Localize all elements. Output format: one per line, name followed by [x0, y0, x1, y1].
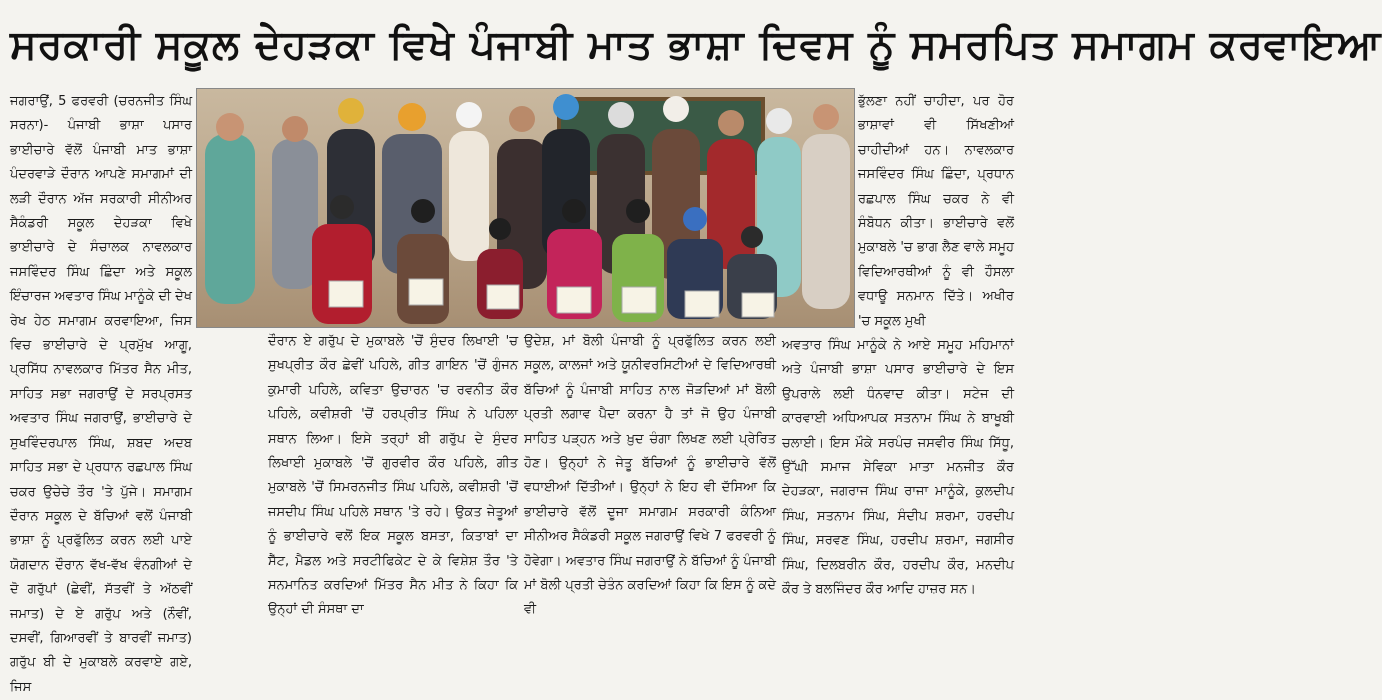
article-text: ਭੁੱਲਣਾ ਨਹੀਂ ਚਾਹੀਦਾ, ਪਰ ਹੋਰ ਭਾਸ਼ਾਵਾਂ ਵੀ ਸਿੱਖਣੀਆਂ ਚਾਹੀਦੀਆਂ ਹਨ। ਨਾਵਲਕਾਰ ਜਸਵਿੰਦਰ ਸਿੰਘ ਛਿੰਦਾ, ਪ੍ਰਧਾਨ ਰਛਪਾਲ ਸਿੰਘ ਚਕਰ ਨੇ ਵੀ ਸੰਬੋਧਨ ਕੀਤਾ। ਭਾਈਚਾਰੇ ਵਲੋਂ ਮੁਕਾਬਲੇ 'ਚ ਭਾਗ ਲੈਣ ਵਾਲੇ ਸਮੂਹ ਵਿਦਿਆਰਥੀਆਂ ਨੂੰ ਵੀ ਹੌਸਲਾ ਵਧਾਊ ਸਨਮਾਨ ਦਿੱਤੇ। ਅਖੀਰ 'ਚ ਸਕੂਲ ਮੁਖੀ [858, 94, 1014, 329]
article-column-3 [524, 330, 776, 620]
article-text: ਦੌਰਾਨ ਏ ਗਰੁੱਪ ਦੇ ਮੁਕਾਬਲੇ 'ਚੋਂ ਸੁੰਦਰ ਲਿਖਾਈ 'ਚ ਸੁਖਪ੍ਰੀਤ ਕੌਰ ਛੇਵੀਂ ਪਹਿਲੇ, ਗੀਤ ਗਾਇਨ 'ਚੋਂ ਗੁੰਜਨ ਕੁਮਾਰੀ ਪਹਿਲੇ, ਕਵਿਤਾ ਉਚਾਰਨ 'ਚ ਰਵਨੀਤ ਕੌਰ ਪਹਿਲੇ, ਕਵੀਸ਼ਰੀ 'ਚੋਂ ਹਰਪ੍ਰੀਤ ਸਿੰਘ ਨੇ ਪਹਿਲਾ ਸਥਾਨ ਲਿਆ। ਇਸੇ ਤਰ੍ਹਾਂ ਬੀ ਗਰੁੱਪ ਦੇ ਸੁੰਦਰ ਲਿਖਾਈ ਮੁਕਾਬਲੇ 'ਚੋਂ ਗੁਰਵੀਰ ਕੌਰ ਪਹਿਲੇ, ਗੀਤ ਮੁਕਾਬਲੇ 'ਚੋਂ ਸਿਮਰਨਜੀਤ ਸਿੰਘ ਪਹਿਲੇ, ਕਵੀਸ਼ਰੀ 'ਚੋਂ ਜਸਦੀਪ ਸਿੰਘ ਪਹਿਲੇ ਸਥਾਨ 'ਤੇ ਰਹੇ। ਉਕਤ ਜੇਤੂਆਂ ਨੂੰ ਭਾਈਚਾਰੇ ਵਲੋਂ ਇਕ ਸਕੂਲ ਬਸਤਾ, ਕਿਤਾਬਾਂ ਦਾ ਸੈੱਟ, ਮੈਡਲ ਅਤੇ ਸਰਟੀਫਿਕੇਟ ਦੇ ਕੇ ਵਿਸ਼ੇਸ਼ ਤੌਰ 'ਤੇ ਸਨਮਾਨਿਤ ਕਰਦਿਆਂ ਮਿੱਤਰ ਸੈਨ ਮੀਤ ਨੇ ਕਿਹਾ ਕਿ ਉਨ੍ਹਾਂ ਦੀ ਸੰਸਥਾ ਦਾ [268, 334, 518, 618]
headline: ਸਰਕਾਰੀ ਸਕੂਲ ਦੇਹੜਕਾ ਵਿਖੇ ਪੰਜਾਬੀ ਮਾਤ ਭਾਸ਼ਾ ਦਿਵਸ ਨੂੰ ਸਮਰਪਿਤ ਸਮਾਗਮ ਕਰਵਾਇਆ [10, 22, 1382, 68]
article-column-2 [268, 330, 518, 620]
article-column-5 [782, 334, 1014, 620]
group-photo-figures [197, 89, 854, 327]
article-column-4 [858, 90, 1014, 330]
group-photo [196, 88, 855, 328]
article-text: ਉਦੇਸ਼, ਮਾਂ ਬੋਲੀ ਪੰਜਾਬੀ ਨੂੰ ਪ੍ਰਫੁੱਲਿਤ ਕਰਨ ਲਈ ਸਕੂਲ, ਕਾਲਜਾਂ ਅਤੇ ਯੂਨੀਵਰਸਿਟੀਆਂ ਦੇ ਵਿਦਿਆਰਥੀ ਬੱਚਿਆਂ ਨੂੰ ਪੰਜਾਬੀ ਸਾਹਿਤ ਨਾਲ ਜੋੜਦਿਆਂ ਮਾਂ ਬੋਲੀ ਪ੍ਰਤੀ ਲਗਾਵ ਪੈਦਾ ਕਰਨਾ ਹੈ ਤਾਂ ਜੋ ਉਹ ਪੰਜਾਬੀ ਸਾਹਿਤ ਪੜ੍ਹਨ ਅਤੇ ਖ਼ੁਦ ਚੰਗਾ ਲਿਖਣ ਲਈ ਪ੍ਰੇਰਿਤ ਹੋਣ। ਉਨ੍ਹਾਂ ਨੇ ਜੇਤੂ ਬੱਚਿਆਂ ਨੂੰ ਭਾਈਚਾਰੇ ਵੱਲੋਂ ਵਧਾਈਆਂ ਦਿੱਤੀਆਂ। ਉਨ੍ਹਾਂ ਨੇ ਇਹ ਵੀ ਦੱਸਿਆ ਕਿ ਭਾਈਚਾਰੇ ਵੱਲੋਂ ਦੂਜਾ ਸਮਾਗਮ ਸਰਕਾਰੀ ਕੰਨਿਆ ਸੀਨੀਅਰ ਸੈਕੰਡਰੀ ਸਕੂਲ ਜਗਰਾਉਂ ਵਿਖੇ 7 ਫਰਵਰੀ ਨੂੰ ਹੋਵੇਗਾ। ਅਵਤਾਰ ਸਿੰਘ ਜਗਰਾਉਂ ਨੇ ਬੱਚਿਆਂ ਨੂੰ ਪੰਜਾਬੀ ਮਾਂ ਬੋਲੀ ਪ੍ਰਤੀ ਚੇਤੰਨ ਕਰਦਿਆਂ ਕਿਹਾ ਕਿ ਇਸ ਨੂੰ ਕਦੇ ਵੀ [524, 334, 776, 618]
article-column-1 [10, 90, 192, 695]
article-text: ਜਗਰਾਉਂ, 5 ਫਰਵਰੀ (ਚਰਨਜੀਤ ਸਿੰਘ ਸਰਨਾ)- ਪੰਜਾਬੀ ਭਾਸ਼ਾ ਪਸਾਰ ਭਾਈਚਾਰੇ ਵੱਲੋਂ ਪੰਜਾਬੀ ਮਾਤ ਭਾਸ਼ਾ ਪੰਦਰਵਾੜੇ ਦੌਰਾਨ ਆਪਣੇ ਸਮਾਗਮਾਂ ਦੀ ਲੜੀ ਦੌਰਾਨ ਅੱਜ ਸਰਕਾਰੀ ਸੀਨੀਅਰ ਸੈਕੰਡਰੀ ਸਕੂਲ ਦੇਹੜਕਾ ਵਿਖੇ ਭਾਈਚਾਰੇ ਦੇ ਸੰਚਾਲਕ ਨਾਵਲਕਾਰ ਜਸਵਿੰਦਰ ਸਿੰਘ ਛਿੰਦਾ ਅਤੇ ਸਕੂਲ ਇੰਚਾਰਜ ਅਵਤਾਰ ਸਿੰਘ ਮਾਨੂੰਕੇ ਦੀ ਦੇਖ ਰੇਖ ਹੇਠ ਸਮਾਗਮ ਕਰਵਾਇਆ, ਜਿਸ ਵਿਚ ਭਾਈਚਾਰੇ ਦੇ ਪ੍ਰਮੁੱਖ ਆਗੂ, ਪ੍ਰਸਿੱਧ ਨਾਵਲਕਾਰ ਮਿੱਤਰ ਸੈਨ ਮੀਤ, ਸਾਹਿਤ ਸਭਾ ਜਗਰਾਉਂ ਦੇ ਸਰਪ੍ਰਸਤ ਅਵਤਾਰ ਸਿੰਘ ਜਗਰਾਉਂ, ਭਾਈਚਾਰੇ ਦੇ ਸੁਖਵਿੰਦਰਪਾਲ ਸਿੰਘ, ਸ਼ਬਦ ਅਦਬ ਸਾਹਿਤ ਸਭਾ ਦੇ ਪ੍ਰਧਾਨ ਰਛਪਾਲ ਸਿੰਘ ਚਕਰ ਉਚੇਚੇ ਤੌਰ 'ਤੇ ਪੁੱਜੇ। ਸਮਾਗਮ ਦੌਰਾਨ ਸਕੂਲ ਦੇ ਬੱਚਿਆਂ ਵਲੋਂ ਪੰਜਾਬੀ ਭਾਸ਼ਾ ਨੂੰ ਪ੍ਰਫੁੱਲਿਤ ਕਰਨ ਲਈ ਪਾਏ ਯੋਗਦਾਨ ਦੌਰਾਨ ਵੱਖ-ਵੱਖ ਵੰਨਗੀਆਂ ਦੇ ਦੋ ਗਰੁੱਪਾਂ (ਛੇਵੀਂ, ਸੱਤਵੀਂ ਤੇ ਅੱਠਵੀਂ ਜਮਾਤ) ਦੇ ਏ ਗਰੁੱਪ ਅਤੇ (ਨੌਵੀਂ, ਦਸਵੀਂ, ਗਿਆਰਵੀਂ ਤੇ ਬਾਰਵੀਂ ਜਮਾਤ) ਗਰੁੱਪ ਬੀ ਦੇ ਮੁਕਾਬਲੇ ਕਰਵਾਏ ਗਏ, ਜਿਸ [10, 94, 192, 695]
article-text: ਅਵਤਾਰ ਸਿੰਘ ਮਾਨੂੰਕੇ ਨੇ ਆਏ ਸਮੂਹ ਮਹਿਮਾਨਾਂ ਅਤੇ ਪੰਜਾਬੀ ਭਾਸ਼ਾ ਪਸਾਰ ਭਾਈਚਾਰੇ ਦੇ ਇਸ ਉਪਰਾਲੇ ਲਈ ਧੰਨਵਾਦ ਕੀਤਾ। ਸਟੇਜ ਦੀ ਕਾਰਵਾਈ ਅਧਿਆਪਕ ਸਤਨਾਮ ਸਿੰਘ ਨੇ ਬਾਖੂਬੀ ਚਲਾਈ। ਇਸ ਮੌਕੇ ਸਰਪੰਚ ਜਸਵੀਰ ਸਿੰਘ ਸਿੱਧੂ, ਉੱਘੀ ਸਮਾਜ ਸੇਵਿਕਾ ਮਾਤਾ ਮਨਜੀਤ ਕੌਰ ਦੇਹੜਕਾ, ਜਗਰਾਜ ਸਿੰਘ ਰਾਜਾ ਮਾਨੂੰਕੇ, ਕੁਲਦੀਪ ਸਿੰਘ, ਸਤਨਾਮ ਸਿੰਘ, ਸੰਦੀਪ ਸ਼ਰਮਾ, ਹਰਦੀਪ ਸਿੰਘ, ਸਰਵਣ ਸਿੰਘ, ਹਰਦੀਪ ਸ਼ਰਮਾ, ਜਗਸੀਰ ਸਿੰਘ, ਦਿਲਬਰੀਨ ਕੌਰ, ਹਰਦੀਪ ਕੌਰ, ਮਨਦੀਪ ਕੌਰ ਤੇ ਬਲਜਿੰਦਰ ਕੌਰ ਆਦਿ ਹਾਜ਼ਰ ਸਨ। [782, 338, 1014, 598]
